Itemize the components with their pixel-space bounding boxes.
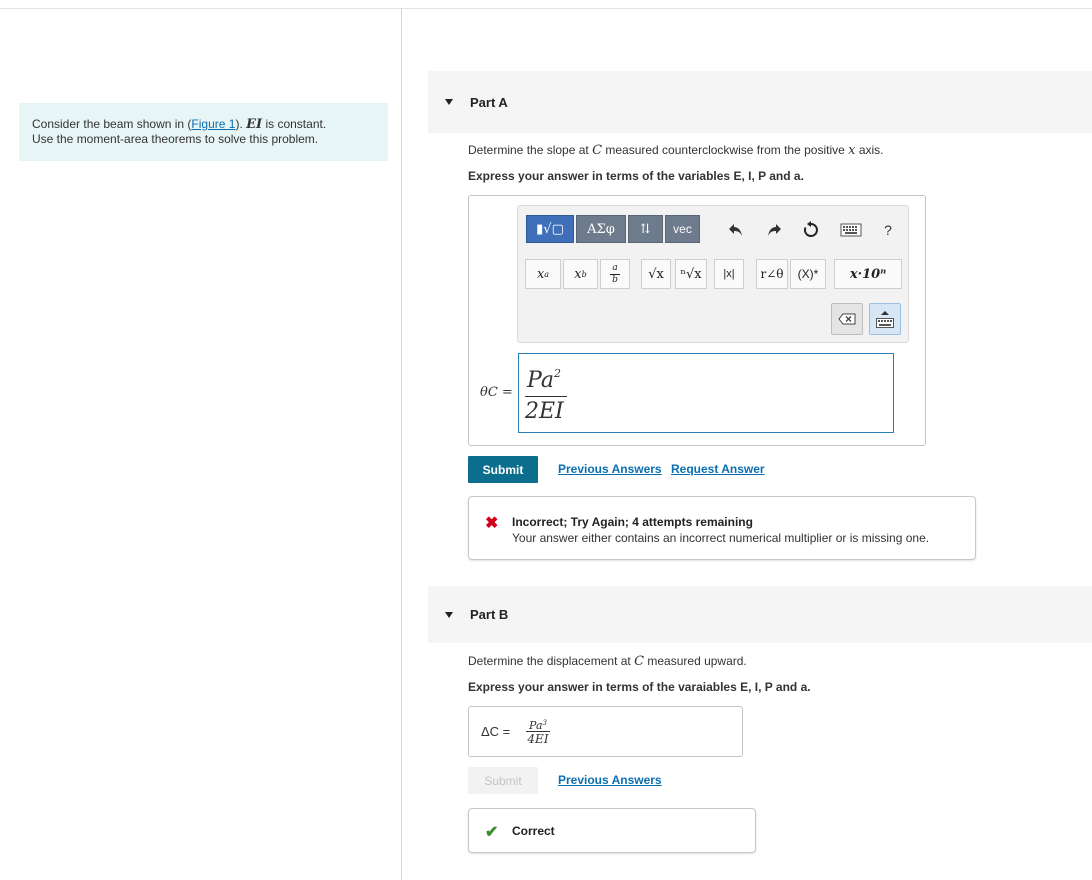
part-b-header[interactable] (428, 586, 1092, 643)
answer-fraction (525, 358, 575, 427)
part-a-header[interactable] (428, 71, 1092, 133)
help-button[interactable]: ? (884, 222, 892, 238)
part-b-answer-box (468, 706, 743, 757)
nth-root-button[interactable]: ⁿ√x (675, 259, 707, 289)
part-a-title: Part A (470, 94, 508, 110)
part-a-previous-answers-link[interactable]: Previous Answers (558, 462, 662, 476)
problem-intro (19, 103, 388, 161)
polar-button[interactable]: r∠θ (756, 259, 788, 289)
part-a-answer-input[interactable] (518, 353, 894, 433)
sqrt-button[interactable]: √x (641, 259, 671, 289)
part-a-feedback (468, 496, 976, 560)
part-b-previous-answers-link[interactable]: Previous Answers (558, 773, 662, 787)
figure-link[interactable]: Figure 1 (191, 117, 236, 131)
intro-text-3: is constant. (262, 117, 327, 131)
q-text: Determine the displacement at (468, 654, 635, 668)
fraction-button[interactable] (600, 259, 630, 289)
feedback-title: Incorrect; Try Again; 4 attempts remaining (512, 515, 753, 529)
templates-tab[interactable]: ▮√▢ (526, 215, 574, 243)
vector-tab[interactable]: vec (665, 215, 700, 243)
undo-icon[interactable] (726, 220, 746, 240)
q-text-3: axis. (855, 143, 884, 157)
num-base: Pa (529, 719, 543, 732)
answer-numerator (524, 717, 552, 730)
part-a-instruction: Express your answer in terms of the variables E, I, P and a. (468, 169, 804, 183)
ei-variable: EI (246, 117, 263, 132)
num-base: Pa (527, 368, 554, 393)
q-var: C (592, 143, 603, 158)
q-var: C (634, 654, 645, 669)
q-text-2: measured counterclockwise from the positive (602, 143, 849, 157)
redo-icon[interactable] (764, 220, 784, 240)
part-b-answer-fraction (524, 717, 552, 746)
part-b-title: Part B (470, 607, 509, 622)
num-exp: 2 (553, 367, 561, 380)
arrows-tab[interactable]: ⇅ (628, 215, 663, 243)
sym-frac-bottom: b (612, 274, 618, 285)
sym-frac-top: a (612, 262, 618, 273)
scientific-notation-button[interactable]: x·10ⁿ (834, 259, 902, 289)
q-var-2: x (848, 143, 856, 158)
intro-text: Consider the beam shown in ( (32, 117, 192, 131)
feedback-detail: Your answer either contains an incorrect numerical multiplier or is missing one. (512, 531, 930, 545)
superscript-button[interactable] (525, 259, 561, 289)
part-b-instruction: Express your answer in terms of the varaiables E, I, P and a. (468, 680, 811, 694)
collapse-caret-icon[interactable] (445, 612, 453, 618)
sym-sub-base: x (574, 266, 582, 282)
keyboard-icon[interactable] (839, 220, 863, 240)
backspace-icon[interactable] (831, 303, 863, 335)
math-toolbar (517, 205, 909, 343)
part-a-question (468, 143, 884, 158)
sym-exp: a (544, 269, 550, 279)
top-divider (0, 8, 1092, 9)
delta-c-label: ΔC = (481, 724, 511, 739)
num-exp: 3 (542, 719, 547, 727)
answer-denominator: 4EI (527, 732, 549, 746)
q-text-2: measured upward. (644, 654, 747, 668)
theta-c-label: θC = (480, 385, 513, 400)
intro-line-2: Use the moment-area theorems to solve this problem. (32, 132, 319, 146)
collapse-caret-icon[interactable] (445, 99, 453, 105)
feedback-title: Correct (512, 824, 555, 838)
conjugate-button[interactable]: (X)* (790, 259, 826, 289)
sym-sub-idx: b (581, 269, 587, 279)
request-answer-link[interactable]: Request Answer (671, 462, 765, 476)
answer-denominator: 2EI (525, 399, 564, 424)
incorrect-icon: ✖ (485, 515, 499, 532)
absolute-value-button[interactable]: |x| (714, 259, 744, 289)
keyboard-toggle-icon[interactable] (869, 303, 901, 335)
q-text: Determine the slope at (468, 143, 593, 157)
checkmark-icon: ✔ (485, 824, 499, 841)
greek-tab[interactable]: ΑΣφ (576, 215, 626, 243)
reset-icon[interactable] (801, 220, 821, 240)
intro-text-2: ). (235, 117, 247, 131)
part-b-submit-button: Submit (468, 767, 538, 794)
part-b-feedback (468, 808, 756, 853)
subscript-button[interactable] (563, 259, 598, 289)
sym-base: x (536, 266, 545, 282)
part-b-question (468, 654, 747, 669)
answer-numerator (525, 358, 575, 393)
column-divider (401, 8, 402, 880)
part-a-submit-button[interactable]: Submit (468, 456, 538, 483)
